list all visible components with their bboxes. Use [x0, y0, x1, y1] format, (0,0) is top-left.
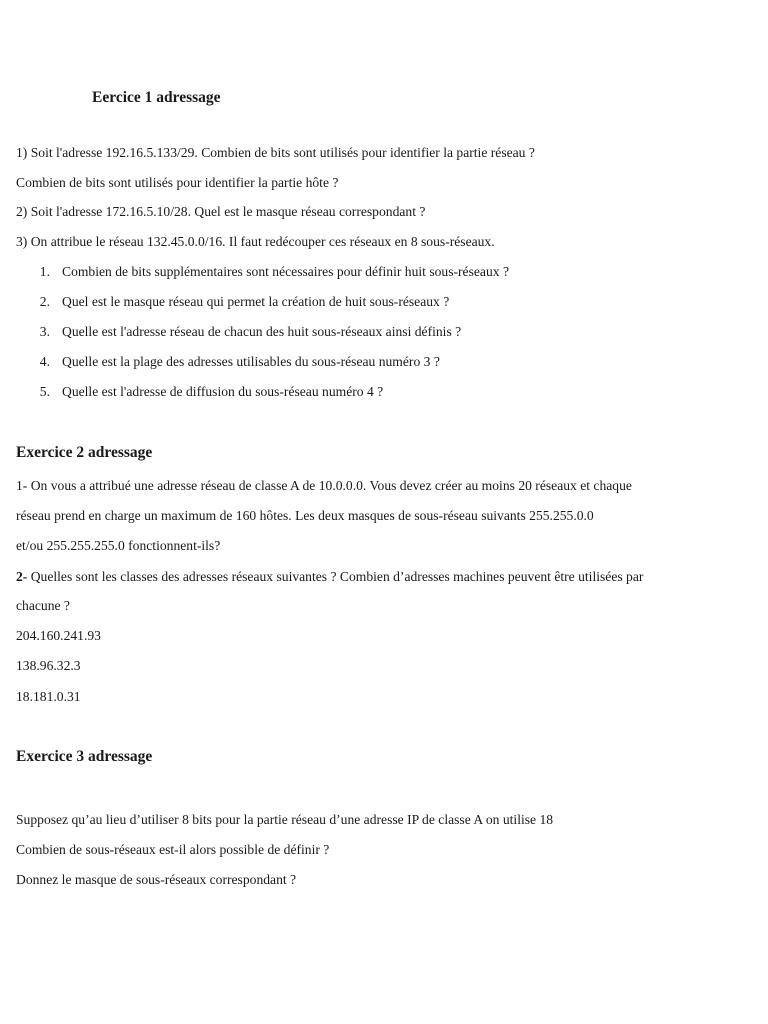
list-item-number: 2.: [39, 294, 50, 309]
list-item-number: 5.: [39, 384, 50, 399]
ex1-question-1a: 1) Soit l'adresse 192.16.5.133/29. Combien de bits sont utilisés pour identifier la partie réseau ?: [16, 145, 535, 160]
ex2-paragraph-1a: 1- On vous a attribué une adresse réseau de classe A de 10.0.0.0. Vous devez créer au moins 20 réseaux et chaque: [16, 478, 632, 493]
ex2-paragraph-1b: réseau prend en charge un maximum de 160 hôtes. Les deux masques de sous-réseau suivants 255.255.0.0: [16, 508, 594, 523]
ex2-paragraph-2b: chacune ?: [16, 598, 70, 613]
ex3-paragraph-3: Donnez le masque de sous-réseaux correspondant ?: [16, 872, 297, 887]
ex2-question-text: Quelles sont les classes des adresses réseaux suivantes ? Combien d’adresses machines peuvent être utilisées par: [27, 569, 644, 584]
ex3-paragraph-1: Supposez qu’au lieu d’utiliser 8 bits pour la partie réseau d’une adresse IP de classe A on utilise 18: [16, 812, 554, 827]
ex2-paragraph-1c: et/ou 255.255.255.0 fonctionnent-ils?: [16, 538, 221, 553]
ex1-question-3: 3) On attribue le réseau 132.45.0.0/16. Il faut redécouper ces réseaux en 8 sous-réseaux.: [16, 234, 495, 249]
list-item-text: Quel est le masque réseau qui permet la création de huit sous-réseaux ?: [62, 294, 450, 309]
list-item-text: Quelle est l'adresse réseau de chacun des huit sous-réseaux ainsi définis ?: [62, 324, 462, 339]
list-item-number: 3.: [39, 324, 50, 339]
exercise-3-title: Exercice 3 adressage: [16, 748, 153, 765]
ex1-question-2: 2) Soit l'adresse 172.16.5.10/28. Quel est le masque réseau correspondant ?: [16, 204, 426, 219]
exercise-1-title: Eercice 1 adressage: [92, 89, 221, 106]
ex2-address-2: 138.96.32.3: [16, 658, 81, 673]
ex1-question-1b: Combien de bits sont utilisés pour identifier la partie hôte ?: [16, 175, 339, 190]
list-item-text: Combien de bits supplémentaires sont nécessaires pour définir huit sous-réseaux ?: [62, 264, 509, 279]
ex2-question-number: 2-: [16, 569, 28, 584]
ex2-address-1: 204.160.241.93: [16, 628, 101, 643]
list-item-text: Quelle est l'adresse de diffusion du sous-réseau numéro 4 ?: [62, 384, 384, 399]
ex2-paragraph-2a: [16, 569, 643, 585]
list-item-number: 1.: [39, 264, 50, 279]
ex2-address-3: 18.181.0.31: [16, 689, 81, 704]
list-item-text: Quelle est la plage des adresses utilisables du sous-réseau numéro 3 ?: [62, 354, 440, 369]
ex3-paragraph-2: Combien de sous-réseaux est-il alors possible de définir ?: [16, 842, 330, 857]
list-item-number: 4.: [39, 354, 50, 369]
exercise-2-title: Exercice 2 adressage: [16, 444, 153, 461]
